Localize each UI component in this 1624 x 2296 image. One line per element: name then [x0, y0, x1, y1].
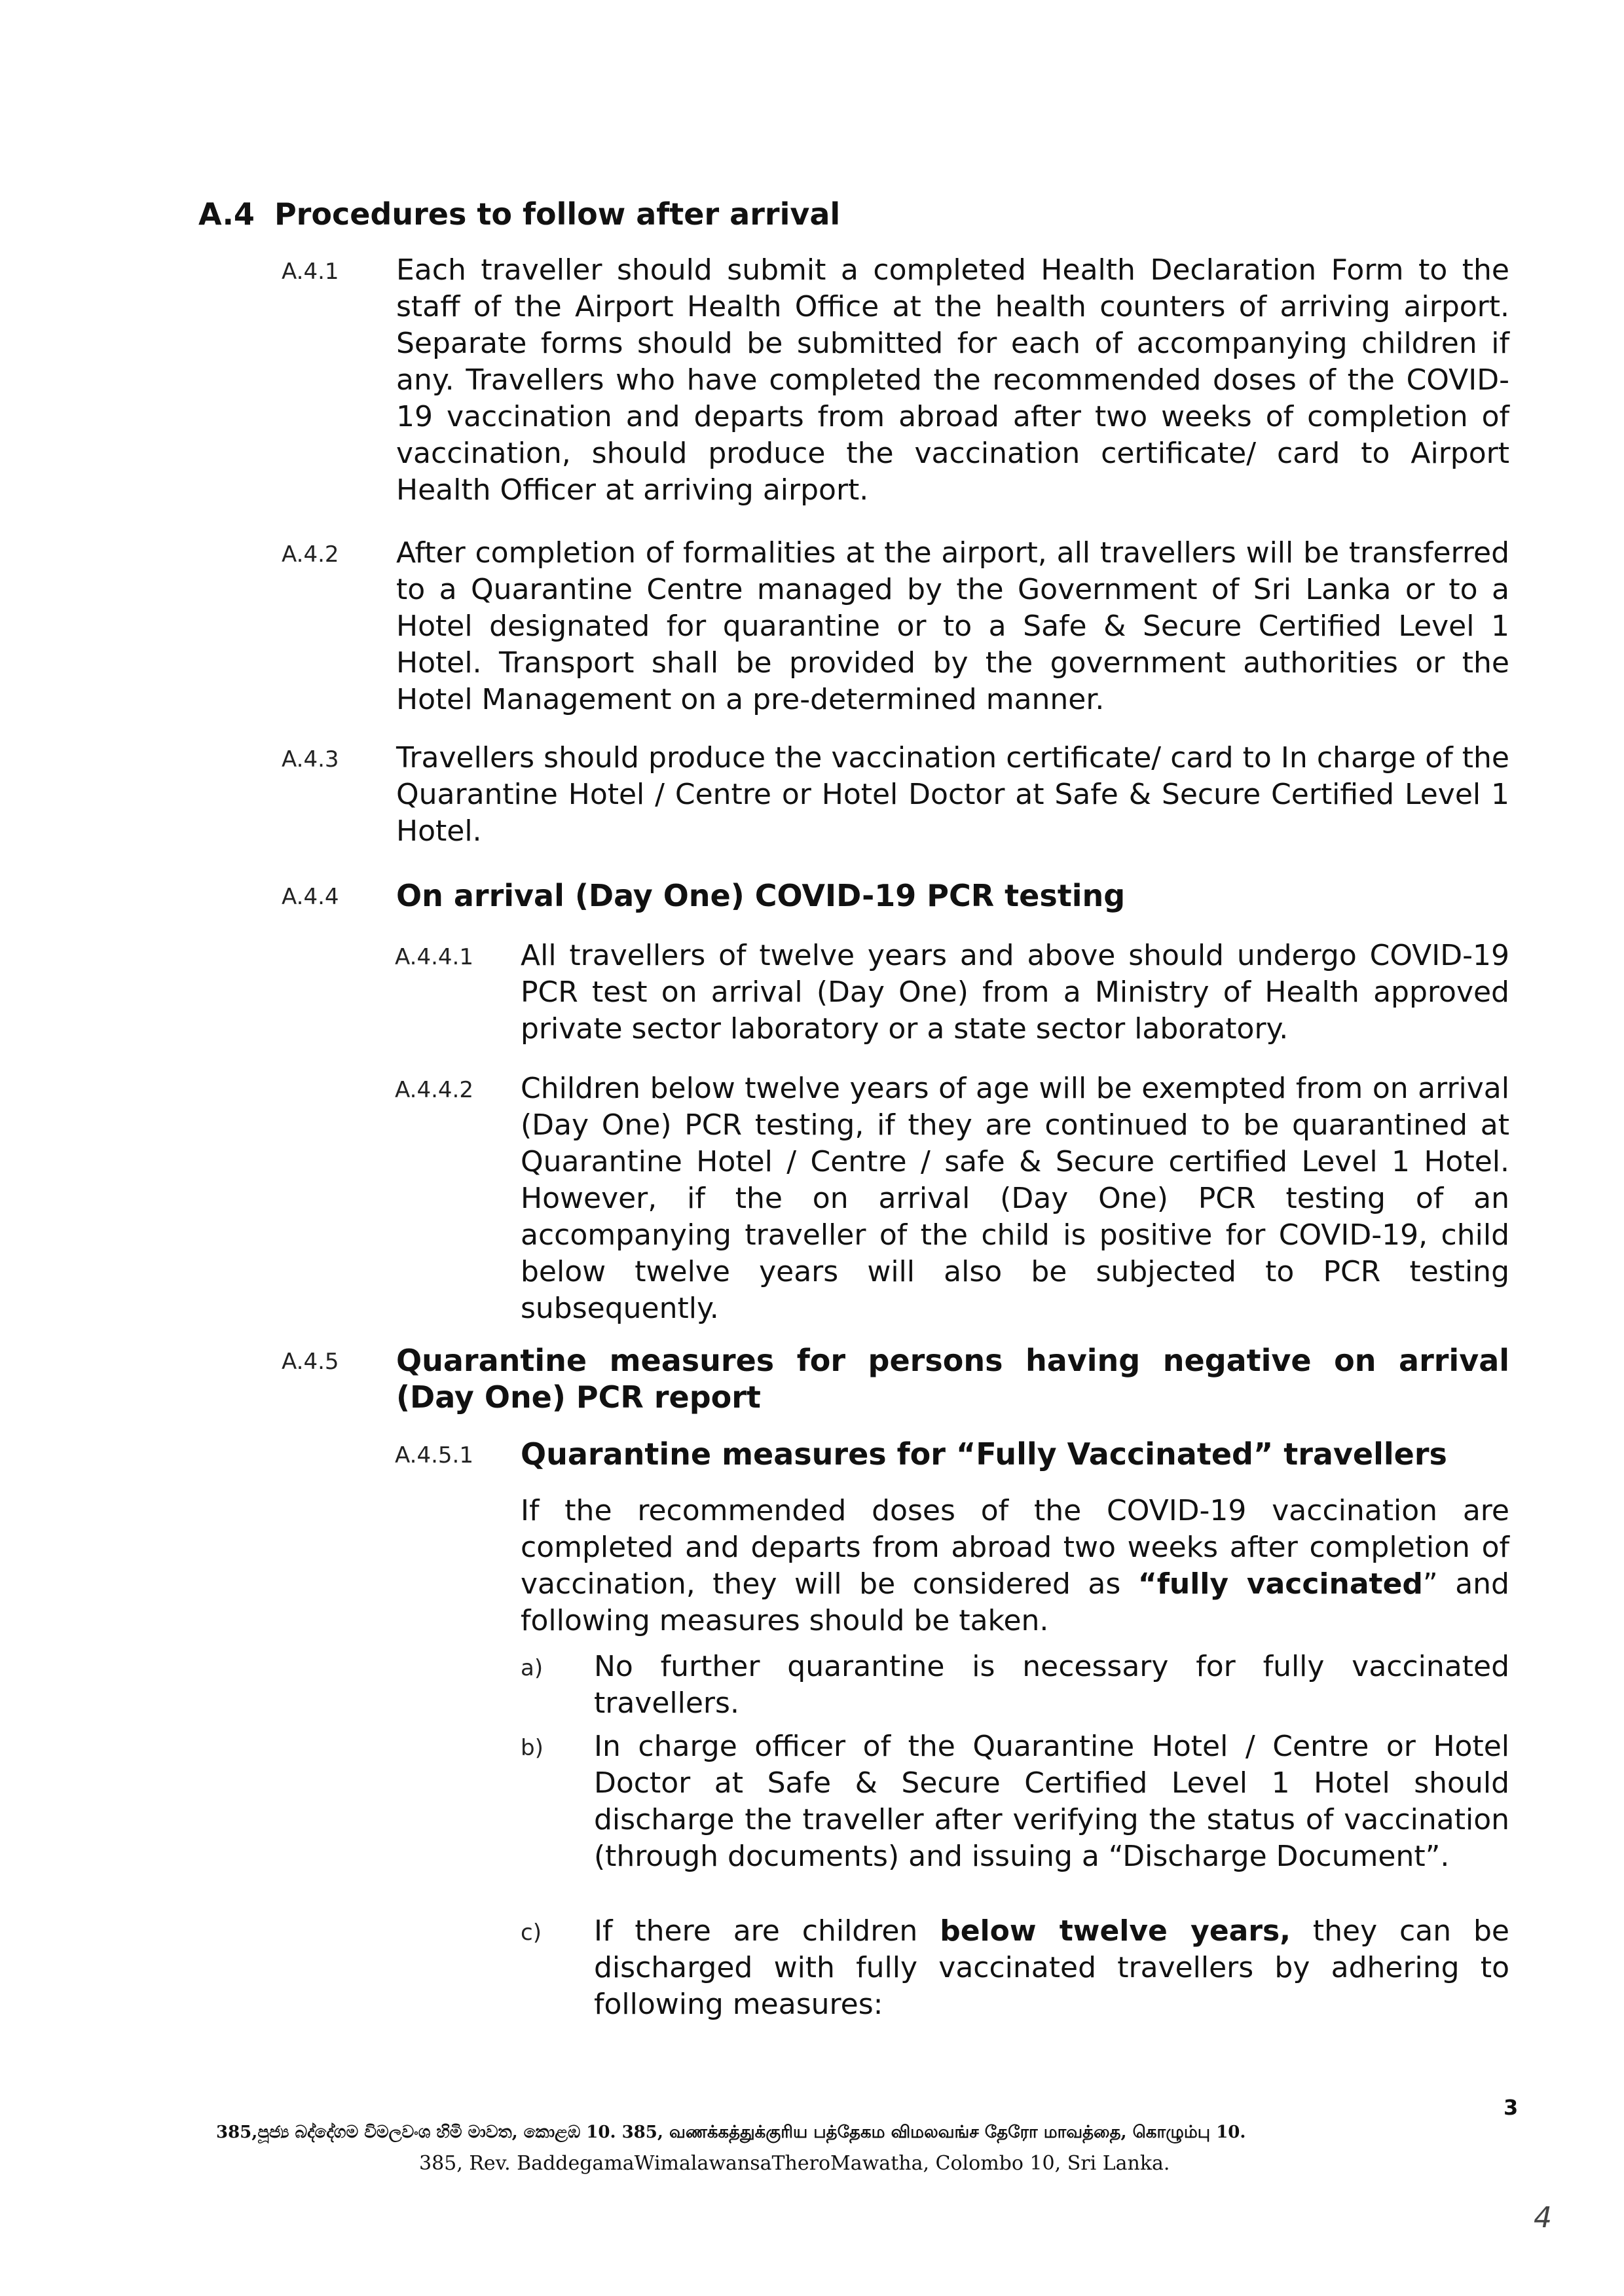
footer-address-local: 385,පූජ්‍ය බද්දේගම විමලවංශ හිමි මාවත, කොළඹ 10. 385, வணக்கத்துக்குரிய பத்தேகம விமலவங்ச தேரோ மாவத்தை, கொழும்பு 10.: [216, 2123, 1246, 2142]
paragraph-number: A.4.2: [282, 541, 339, 568]
subsection-number: A.4.5.1: [395, 1442, 473, 1468]
emphasis-text: below twelve years,: [940, 1914, 1291, 1948]
subsection-title: On arrival (Day One) COVID-19 PCR testing: [396, 878, 1126, 913]
paragraph-text: Travellers should produce the vaccination certificate/ card to In charge of the Quarantine Hotel / Centre or Hotel Doctor at Safe & Secure Certified Level 1 Hotel.: [396, 741, 1509, 848]
paragraph-text: If the recommended doses of the COVID-19 vaccination are completed and departs from abroad two weeks after completion of vaccination, they will be considered as “fully vaccinated” and following measures should be taken.: [521, 1494, 1509, 1637]
subsection-a44: [282, 877, 1509, 915]
subsection-number: A.4.4: [282, 884, 339, 910]
footer-address-english: 385, Rev. BaddegamaWimalawansaTheroMawatha, Colombo 10, Sri Lanka.: [419, 2152, 1170, 2175]
paragraph-number: A.4.4.1: [395, 944, 473, 970]
section-title: Procedures to follow after arrival: [274, 196, 841, 232]
paragraph-text: After completion of formalities at the airport, all travellers will be transferred to a Quarantine Centre managed by the Government of Sri Lanka or to a Hotel designated for quarantine or to a Safe & Secure Certified Level 1 Hotel. Transport shall be provided by the government authorities or the Hotel Management on a pre-determined manner.: [396, 536, 1509, 716]
paragraph-text: Children below twelve years of age will be exempted from on arrival (Day One) PCR testing, if they are continued to be quarantined at Quarantine Hotel / Centre / safe & Secure certified Level 1 Hotel. However, if the on arrival (Day One) PCR testing of an accompanying traveller of the child is positive for COVID-19, child below twelve years will also be subjected to PCR testing subsequently.: [521, 1072, 1509, 1325]
paragraph-fully-vaccinated-intro: [521, 1493, 1509, 1639]
paragraph-a41: [282, 252, 1509, 509]
paragraph-number: A.4.3: [282, 746, 339, 773]
paragraph-text: Each traveller should submit a completed Health Declaration Form to the staff of the Airport Health Office at the health counters of arriving airport. Separate forms should be submitted for each of accompanying children if any. Travellers who have completed the recommended doses of the COVID-19 vaccination and departs from abroad after two weeks of completion of vaccination, should produce the vaccination certificate/ card to Airport Health Officer at arriving airport.: [396, 253, 1509, 507]
page-number: 3: [1504, 2095, 1519, 2120]
list-label: a): [521, 1655, 544, 1681]
list-label: c): [521, 1920, 542, 1946]
subsection-title: Quarantine measures for “Fully Vaccinated” travellers: [521, 1436, 1447, 1472]
emphasis-text: “fully vaccinated: [1137, 1567, 1423, 1601]
paragraph-number: A.4.1: [282, 259, 339, 285]
subsection-title: Quarantine measures for persons having negative on arrival (Day One) PCR report: [396, 1343, 1509, 1415]
list-text: In charge officer of the Quarantine Hotel / Centre or Hotel Doctor at Safe & Secure Certified Level 1 Hotel should discharge the traveller after verifying the status of vaccination (through documents) and issuing a “Discharge Document”.: [594, 1730, 1509, 1873]
section-heading: [198, 196, 840, 232]
subsection-number: A.4.5: [282, 1349, 339, 1375]
paragraph-a442: [395, 1070, 1509, 1327]
list-text: No further quarantine is necessary for fully vaccinated travellers.: [594, 1650, 1509, 1720]
paragraph-a43: [282, 740, 1509, 850]
subsection-a451: [395, 1436, 1509, 1474]
section-number: A.4: [198, 196, 255, 232]
list-label: b): [521, 1735, 544, 1761]
list-item-a: [521, 1649, 1509, 1722]
paragraph-number: A.4.4.2: [395, 1077, 473, 1103]
handwritten-page-number: 4: [1534, 2201, 1552, 2234]
paragraph-text: All travellers of twelve years and above should undergo COVID-19 PCR test on arrival (Day One) from a Ministry of Health approved private sector laboratory or a state sector laboratory.: [521, 939, 1509, 1046]
list-item-c: [521, 1913, 1509, 2023]
paragraph-a441: [395, 938, 1509, 1048]
list-item-b: [521, 1728, 1509, 1875]
subsection-a45: [282, 1342, 1509, 1415]
paragraph-a42: [282, 535, 1509, 718]
list-text: If there are children below twelve years, they can be discharged with fully vaccinated travellers by adhering to following measures:: [594, 1914, 1509, 2021]
